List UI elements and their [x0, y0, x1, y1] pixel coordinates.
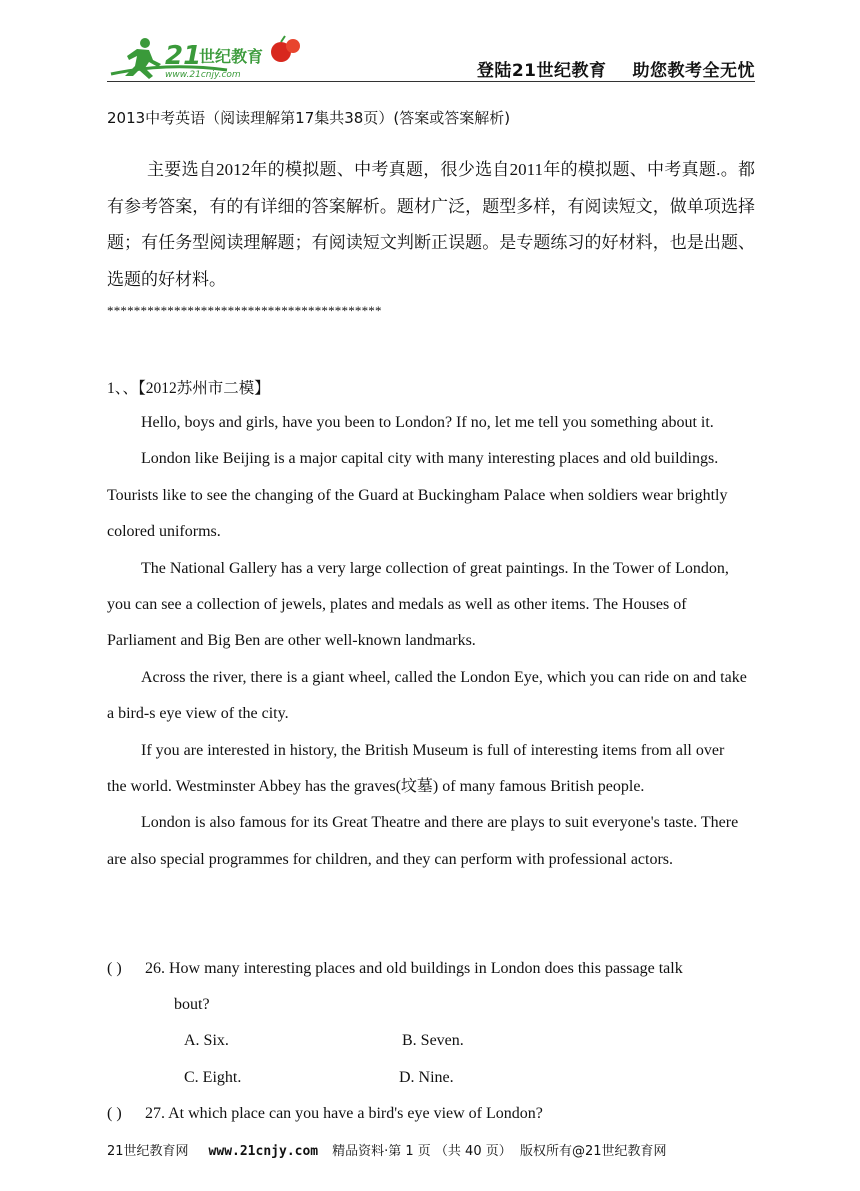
passage-paragraph: Hello, boys and girls, have you been to London? If no, let me tell you something about it. [141, 414, 714, 431]
footer-url: www.21cnjy.com [208, 1144, 319, 1159]
option-c: C. Eight. [184, 1069, 242, 1086]
footer-copyright: 版权所有@21世纪教育网 [520, 1144, 667, 1159]
slogan-help: 助您教考全无忧 [632, 61, 755, 81]
option-b: B. Seven. [402, 1032, 464, 1049]
page-header [107, 34, 755, 82]
answer-blank: ( ) [107, 1105, 122, 1122]
separator-stars: ***************************************** [107, 303, 382, 318]
passage-paragraph: If you are interested in history, the British Museum is full of interesting items from all over the world. Westminster Abbey has the graves(坟墓) of many famous British people. [107, 741, 725, 796]
footer-page-info: 精品资料·第 1 页 （共 40 页） [332, 1144, 512, 1159]
slogan-login: 登陆21世纪教育 [476, 61, 607, 81]
question-heading: 1、、【2012苏州市二模】 [107, 380, 270, 397]
svg-text:世纪教育: 世纪教育 [199, 47, 264, 66]
intro-paragraph: 主要选自2012年的模拟题、中考真题，很少选自2011年的模拟题、中考真题.。都有参考答案，有的有详细的答案解析。题材广泛，题型多样，有阅读短文，做单项选择题；有任务型阅读理解题；有阅读短文判断正误题。是专题练习的好材料，也是出题、选题的好材料。 [107, 160, 755, 289]
question-26 [107, 960, 683, 978]
answer-blank: ( ) [107, 960, 122, 977]
passage-paragraph: London like Beijing is a major capital city with many interesting places and old buildings. Tourists like to see the changing of the Guard at Buckingham Palace when soldiers wear brightly colored uniforms. [107, 450, 728, 541]
passage-paragraph: The National Gallery has a very large collection of great paintings. In the Tower of London, you can see a collection of jewels, plates and medals as well as other items. The Houses of Parliament and Big Ben are other well-known landmarks. [107, 559, 729, 650]
option-d: D. Nine. [399, 1069, 454, 1086]
runner-icon [125, 38, 161, 79]
question-27-text: 27. At which place can you have a bird's eye view of London? [145, 1105, 543, 1122]
header-divider [107, 81, 755, 82]
header-slogan [451, 56, 755, 81]
svg-text:www.21cnjy.com: www.21cnjy.com [165, 70, 241, 80]
svg-text:21: 21 [165, 41, 202, 71]
reading-passage [107, 405, 747, 878]
passage-paragraph: London is also famous for its Great Theatre and there are plays to suit everyone's taste. There are also special programmes for children, and they can perform with professional actors. [107, 814, 739, 868]
question-26-continued: bout? [174, 996, 210, 1013]
document-title: 2013中考英语（阅读理解第17集共38页）(答案或答案解析) [107, 109, 511, 127]
page-footer [107, 1140, 667, 1159]
question-26-text: 26. How many interesting places and old buildings in London does this passage talk [145, 960, 683, 977]
site-logo [107, 34, 307, 80]
question-27 [107, 1105, 543, 1123]
option-a: A. Six. [184, 1032, 229, 1049]
footer-site-name: 21世纪教育网 [107, 1144, 189, 1159]
passage-paragraph: Across the river, there is a giant wheel, called the London Eye, which you can ride on and take a bird-s eye view of the city. [107, 668, 747, 723]
